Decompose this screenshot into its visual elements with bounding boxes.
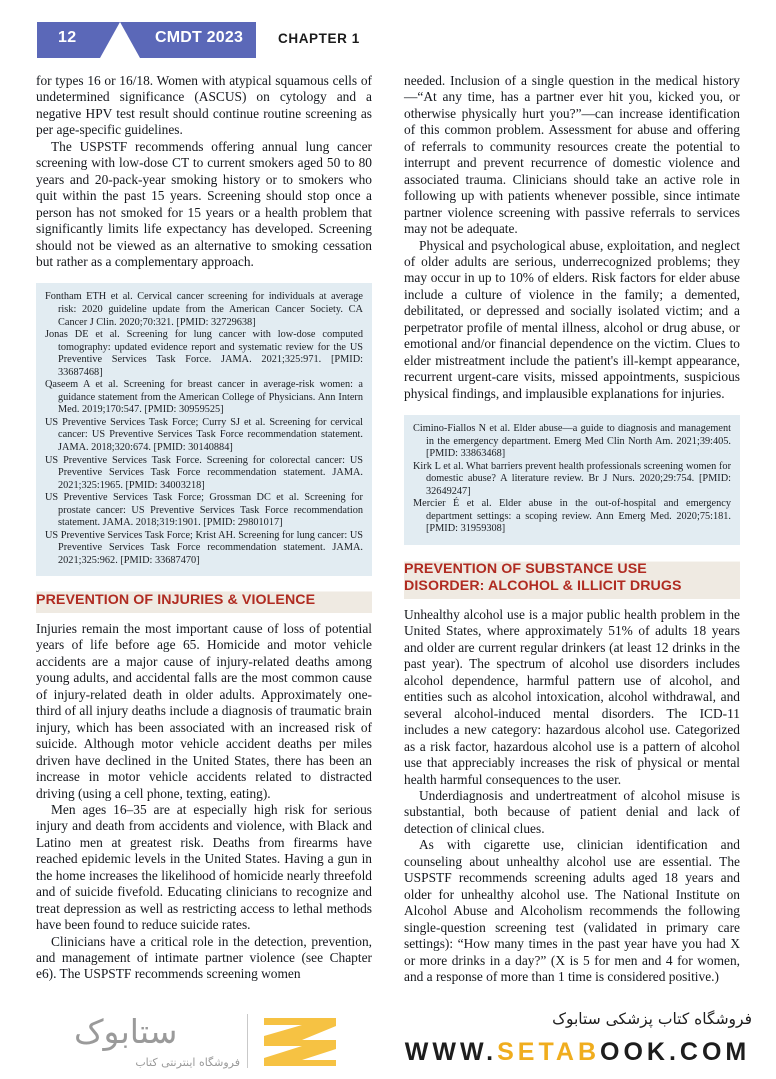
section-heading-injuries-violence [36, 590, 372, 613]
page-running-header [0, 0, 776, 70]
setabook-chevron-mark-icon [262, 1016, 340, 1068]
footer-tagline-farsi: فروشگاه کتاب پزشکی ستابوک [552, 1010, 752, 1028]
section-heading-line: PREVENTION OF SUBSTANCE USE [404, 560, 647, 577]
paragraph: needed. Inclusion of a single question in the medical history—“At any time, has a partner ever hit you, kicked you, or otherwise physically hurt you?”—can increase identification of this common problem. Assessment for abuse and offering of referrals to community resources create the potential to interrupt and prevent recurrence of domestic violence and associated trauma. Clinicians should take an active role in following up with patients whenever possible, since intimate partner violence screening with passive referrals to services may not be adequate. [404, 73, 740, 237]
url-prefix: WWW. [404, 1038, 498, 1066]
paragraph: Clinicians have a critical role in the detection, prevention, and management of intimate partner violence (see Chapter e6). The USPSTF recommends screening women [36, 933, 372, 982]
url-b: B [577, 1038, 601, 1066]
section-heading-line: DISORDER: ALCOHOL & ILLICIT DRUGS [404, 578, 682, 595]
paragraph: Injuries remain the most important cause of loss of potential years of life before age 65. Homicide and motor vehicle accidents are a major cause of injury-related deaths among young adults, and accidental falls are the most common cause of injury-related death in older adults. Approximately one-third of all injury deaths include a diagnosis of traumatic brain injury, which has been associated with an increased risk of suicide. Although motor vehicle accident deaths per miles driven have declined in the United States, there has been an increase in motor vehicle accidents related to distracted driving (using a cell phone, texting, eating). [36, 620, 372, 801]
header-triangle-notch-icon [100, 22, 140, 58]
reference-box [36, 283, 372, 576]
chapter-label: CHAPTER 1 [278, 31, 360, 46]
logo-subtitle: فروشگاه اینترنتی کتاب [135, 1056, 240, 1069]
paragraph: Men ages 16–35 are at especially high risk for serious injury and death from accidents and violence, with Black and Latino men at greatest risk. Deaths from firearms have reached epidemic levels in the United States. Having a gun in the home increases the likelihood of homicide nearly threefold and of suicide fivefold. Educating clinicians to recognize and treat depression as well as restricting access to lethal methods have been found to reduce suicide rates. [36, 801, 372, 933]
paragraph: Underdiagnosis and undertreatment of alcohol misuse is substantial, both because of patient denial and lack of detection of clinical clues. [404, 787, 740, 836]
reference-item: Kirk L et al. What barriers prevent health professionals screening women for domestic abuse? A literature review. Br J Nurs. 2020;29:754. [PMID: 32649247] [413, 460, 731, 497]
reference-item: Qaseem A et al. Screening for breast cancer in average-risk women: a guidance statement from the American College of Physicians. Ann Intern Med. 2019;170:547. [PMID: 30959525] [45, 379, 363, 416]
footer-website-url[interactable] [395, 1038, 760, 1067]
paragraph: Physical and psychological abuse, exploitation, and neglect of older adults are serious, underrecognized problems; they may occur in up to 10% of elders. Risk factors for elder abuse include a culture of violence in the family; a demented, debilitated, or depressed and socially isolated victim; and a perpetrator profile of mental illness, alcohol or drug abuse, or emotional and/or financial dependence on the victim. Clues to elder mistreatment include the patient's ill-kempt appearance, recurrent urgent-care visits, missed appointments, suspicious physical findings, and implausible explanations for injuries. [404, 237, 740, 401]
section-heading-line: PREVENTION OF INJURIES & VIOLENCE [36, 592, 316, 609]
paragraph: As with cigarette use, clinician identification and counseling about unhealthy alcohol use are essential. The USPSTF recommends screening adults aged 18 years and older for unhealthy alcohol use. The National Institute on Alcohol Abuse and Alcoholism recommends the following single-question screening test (validated in primary care settings): “How many times in the past year have you had X or more drinks in a day?” (X is 5 for men and 4 for women, and a response of more than 1 time is considered positive.) [404, 837, 740, 984]
reference-item: US Preventive Services Task Force. Screening for colorectal cancer: US Preventive Services Task Force recommendation statement. JAMA. 2021;325:1965. [PMID: 34003218] [45, 454, 363, 491]
paragraph: Unhealthy alcohol use is a major public health problem in the United States, where approximately 51% of adults 18 years and older are current regular drinkers (at least 12 drinks in the past year). The spectrum of alcohol use disorders includes alcohol dependence, harmful pattern use of alcohol, and entities such as alcohol intoxication, alcohol withdrawal, and several alcohol-induced mental disorders. The ICD-11 includes a new category: hazardous alcohol use. Categorized as a risk factor, hazardous alcohol use is a pattern of alcohol use that appreciably increases the risk of physical or mental health harmful consequences to the user. [404, 606, 740, 787]
logo-wordmark [74, 1012, 177, 1051]
page-columns [0, 73, 776, 1003]
reference-item: Mercier É et al. Elder abuse in the out-of-hospital and emergency department settings: a scoping review. Ann Emerg Med. 2020;75:181. [PMID: 31959308] [413, 498, 731, 535]
footer-banner [0, 1002, 776, 1079]
reference-item: US Preventive Services Task Force; Krist AH. Screening for lung cancer: US Preventive Services Task Force recommendation statement. JAMA. 2021;325:962. [PMID: 33687470] [45, 529, 363, 566]
url-seta: SETA [497, 1038, 578, 1066]
book-title: CMDT 2023 [155, 29, 244, 46]
logo-wordmark-text: ستابوک [74, 1012, 178, 1051]
column-right [404, 73, 740, 985]
paragraph: for types 16 or 16/18. Women with atypical squamous cells of undetermined significance (ASCUS) on cytology and a negative HPV test result should continue routine screening as per age-specific guidelines. [36, 73, 372, 138]
reference-item: Cimino-Fiallos N et al. Elder abuse—a guide to diagnosis and management in the emergency department. Emerg Med Clin North Am. 2021;39:405. [PMID: 33863468] [413, 423, 731, 460]
column-left [36, 73, 372, 983]
url-suffix: OOK.COM [600, 1038, 751, 1066]
reference-box [404, 415, 740, 545]
logo-divider [247, 1014, 248, 1068]
reference-item: US Preventive Services Task Force; Curry SJ et al. Screening for cervical cancer: US Preventive Services Task Force recommendation statement. JAMA. 2018;320:674. [PMID: 30140884] [45, 416, 363, 453]
reference-item: Fontham ETH et al. Cervical cancer screening for individuals at average risk: 2020 guideline update from the American Cancer Society. CA Cancer J Clin. 2020;70:321. [PMID: 32729638] [45, 291, 363, 328]
footer-branding[interactable] [395, 1008, 760, 1076]
reference-item: US Preventive Services Task Force; Grossman DC et al. Screening for prostate cancer: US Preventive Services Task Force recommendation statement. JAMA. 2018;319:1901. [PMID: 29801017] [45, 492, 363, 529]
page-number: 12 [58, 29, 77, 46]
section-heading-substance-use [404, 559, 740, 599]
reference-item: Jonas DE et al. Screening for lung cancer with low-dose computed tomography: updated evidence report and systematic review for the US Preventive Services Task Force. JAMA. 2021;325:971. [PMID: 33687468] [45, 329, 363, 378]
setabook-logo[interactable] [40, 1006, 340, 1076]
paragraph: The USPSTF recommends offering annual lung cancer screening with low-dose CT to current smokers aged 50 to 80 years and 20-pack-year smoking history or to smokers who quit within the past 15 years. Screening should stop once a person has not smoked for 15 years or a health problem that significantly limits life expectancy has developed. Screening should not be viewed as an alternative to smoking cessation but rather as a complementary approach. [36, 138, 372, 269]
